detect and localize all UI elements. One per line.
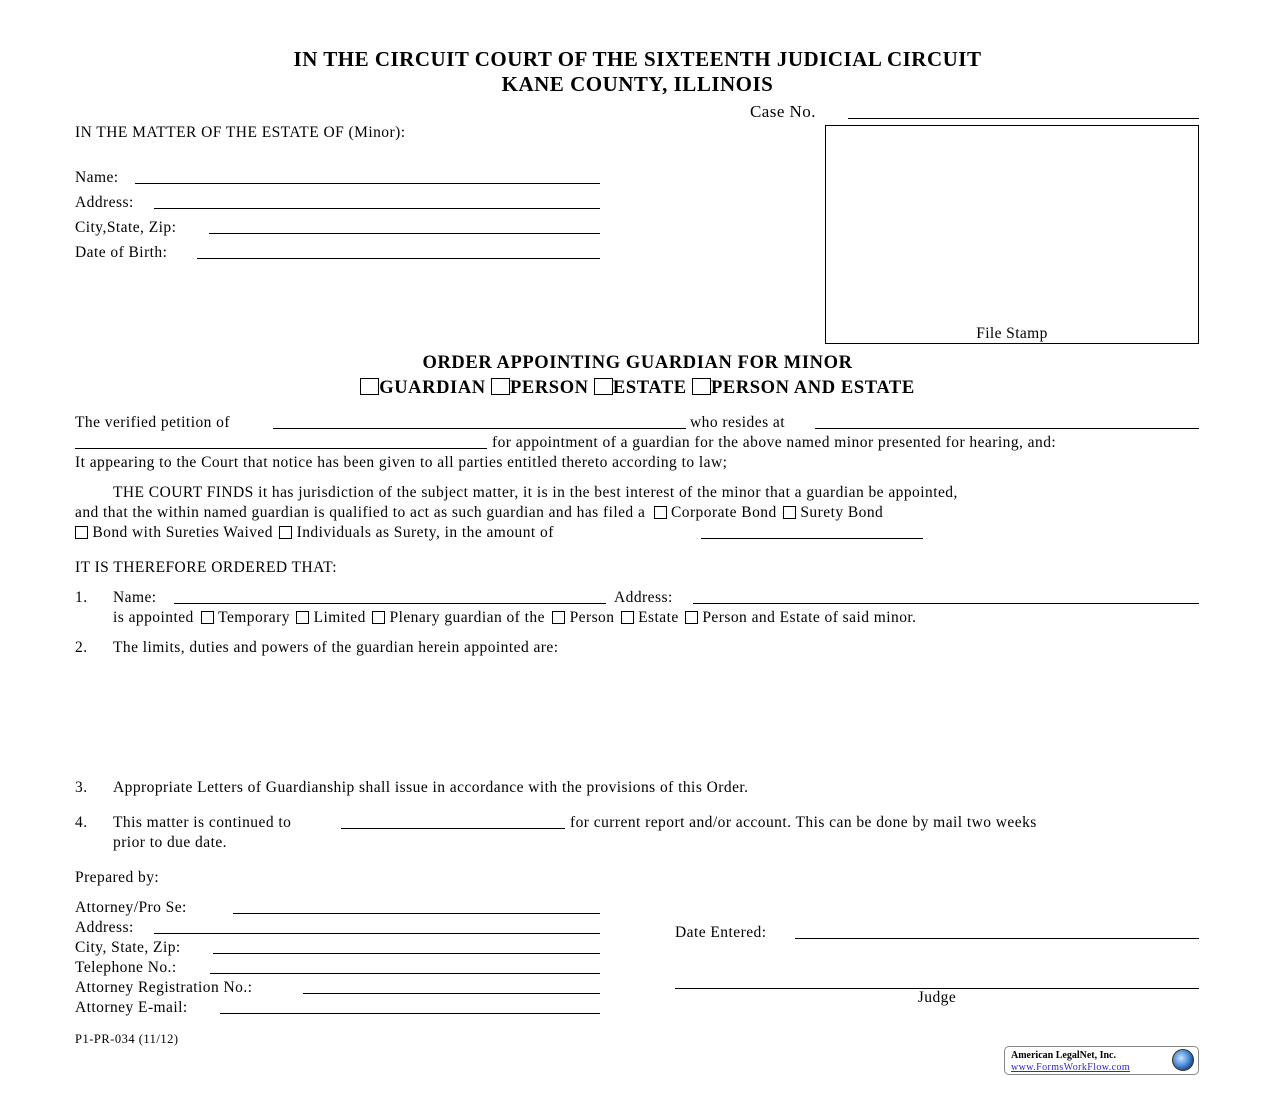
- vendor-name: American LegalNet, Inc.: [1011, 1050, 1116, 1061]
- petitioner-field[interactable]: [273, 428, 686, 429]
- guardian-address-field[interactable]: [693, 603, 1199, 604]
- findings-line2: [75, 504, 883, 522]
- case-no-field[interactable]: [848, 118, 1199, 119]
- file-stamp-box: [825, 125, 1199, 344]
- attorney-label: Attorney/Pro Se:: [75, 899, 187, 916]
- order-title: ORDER APPOINTING GUARDIAN FOR MINOR: [422, 353, 853, 373]
- surety-bond-label: Surety Bond: [800, 504, 884, 521]
- estate-checkbox[interactable]: [594, 378, 613, 395]
- minor-name-label: Name:: [75, 169, 119, 186]
- findings-line3: [75, 524, 554, 542]
- guardian-name-label: Name:: [113, 589, 157, 606]
- estate-option-label: ESTATE: [612, 378, 687, 398]
- date-entered-field[interactable]: [795, 938, 1199, 939]
- resides-at-label: who resides at: [690, 414, 785, 431]
- is-appointed-text: is appointed: [113, 609, 194, 626]
- scope-person-checkbox[interactable]: [552, 611, 565, 624]
- person-and-estate-checkbox[interactable]: [692, 378, 711, 395]
- person-checkbox[interactable]: [491, 378, 510, 395]
- residence-continued-field[interactable]: [75, 448, 487, 449]
- item3-text: Appropriate Letters of Guardianship shall issue in accordance with the provisions of this Order.: [113, 779, 749, 796]
- email-field[interactable]: [220, 1013, 600, 1014]
- attorney-city-label: City, State, Zip:: [75, 939, 181, 956]
- scope-person-and-estate-label: Person and Estate of said minor.: [702, 609, 917, 626]
- limited-checkbox[interactable]: [296, 611, 309, 624]
- minor-dob-label: Date of Birth:: [75, 244, 168, 261]
- guardian-name-field[interactable]: [174, 603, 606, 604]
- county-title: KANE COUNTY, ILLINOIS: [501, 72, 774, 96]
- attorney-address-label: Address:: [75, 919, 134, 936]
- guardian-option-label: GUARDIAN: [379, 378, 486, 398]
- guardian-checkbox[interactable]: [360, 378, 379, 395]
- item3-number: 3.: [75, 779, 88, 796]
- minor-city-field[interactable]: [209, 233, 600, 234]
- registration-label: Attorney Registration No.:: [75, 979, 253, 996]
- person-and-estate-option-label: PERSON AND ESTATE: [710, 378, 915, 398]
- scope-person-label: Person: [569, 609, 615, 626]
- item2-number: 2.: [75, 639, 88, 656]
- individuals-surety-label: Individuals as Surety, in the amount of: [296, 524, 554, 541]
- attorney-city-field[interactable]: [213, 953, 600, 954]
- vendor-badge[interactable]: [1004, 1046, 1199, 1075]
- item4-text-after: for current report and/or account. This can be done by mail two weeks: [570, 814, 1037, 831]
- attorney-address-field[interactable]: [154, 933, 600, 934]
- file-stamp-label: File Stamp: [976, 325, 1048, 342]
- findings-line1: THE COURT FINDS it has jurisdiction of the subject matter, it is in the best interest of the minor that a guardian be appointed,: [113, 484, 958, 501]
- guardian-address-label: Address:: [614, 589, 673, 606]
- guardian-powers-area[interactable]: [113, 660, 1199, 770]
- appointment-text: for appointment of a guardian for the above named minor presented for hearing, and:: [492, 434, 1057, 451]
- minor-address-label: Address:: [75, 194, 134, 211]
- corporate-bond-label: Corporate Bond: [670, 504, 777, 521]
- minor-city-label: City,State, Zip:: [75, 219, 177, 236]
- registration-field[interactable]: [303, 993, 600, 994]
- temporary-checkbox[interactable]: [201, 611, 214, 624]
- bond-sureties-waived-label: Bond with Sureties Waived: [92, 524, 273, 541]
- case-no-label: Case No.: [750, 102, 816, 121]
- continued-to-field[interactable]: [341, 828, 565, 829]
- bond-amount-field[interactable]: [701, 538, 923, 539]
- appointment-options: [113, 609, 917, 627]
- ordered-heading: IT IS THEREFORE ORDERED THAT:: [75, 559, 338, 576]
- petition-label: The verified petition of: [75, 414, 230, 431]
- item4-number: 4.: [75, 814, 88, 831]
- surety-bond-checkbox[interactable]: [783, 506, 796, 519]
- item4-text-line2: prior to due date.: [113, 834, 227, 851]
- date-entered-label: Date Entered:: [675, 924, 767, 941]
- temporary-label: Temporary: [218, 609, 290, 626]
- telephone-field[interactable]: [210, 973, 600, 974]
- item4-text-before: This matter is continued to: [113, 814, 292, 831]
- minor-name-field[interactable]: [135, 183, 600, 184]
- minor-address-field[interactable]: [154, 208, 600, 209]
- item1-number: 1.: [75, 589, 88, 606]
- minor-dob-field[interactable]: [197, 258, 600, 259]
- attorney-field[interactable]: [233, 913, 600, 914]
- findings-line2-text: and that the within named guardian is qualified to act as such guardian and has filed a: [75, 504, 646, 521]
- plenary-checkbox[interactable]: [372, 611, 385, 624]
- court-title: IN THE CIRCUIT COURT OF THE SIXTEENTH JUDICIAL CIRCUIT: [293, 47, 982, 71]
- prepared-by-heading: Prepared by:: [75, 869, 160, 886]
- form-code: P1-PR-034 (11/12): [75, 1032, 179, 1046]
- plenary-label: Plenary guardian of the: [389, 609, 545, 626]
- notice-text: It appearing to the Court that notice has been given to all parties entitled thereto according to law;: [75, 454, 728, 471]
- email-label: Attorney E-mail:: [75, 999, 188, 1016]
- residence-field[interactable]: [815, 428, 1199, 429]
- telephone-label: Telephone No.:: [75, 959, 177, 976]
- limited-label: Limited: [313, 609, 366, 626]
- scope-estate-checkbox[interactable]: [621, 611, 634, 624]
- judge-label: Judge: [917, 989, 957, 1006]
- person-option-label: PERSON: [510, 378, 589, 398]
- individuals-surety-checkbox[interactable]: [279, 526, 292, 539]
- globe-logo-icon: [1172, 1049, 1194, 1071]
- estate-of-heading: IN THE MATTER OF THE ESTATE OF (Minor):: [75, 124, 406, 141]
- scope-estate-label: Estate: [638, 609, 679, 626]
- order-type-options: [0, 378, 1275, 399]
- vendor-url-link[interactable]: www.FormsWorkFlow.com: [1011, 1062, 1131, 1073]
- corporate-bond-checkbox[interactable]: [654, 506, 667, 519]
- scope-person-and-estate-checkbox[interactable]: [685, 611, 698, 624]
- bond-sureties-waived-checkbox[interactable]: [75, 526, 88, 539]
- item2-text: The limits, duties and powers of the guardian herein appointed are:: [113, 639, 559, 656]
